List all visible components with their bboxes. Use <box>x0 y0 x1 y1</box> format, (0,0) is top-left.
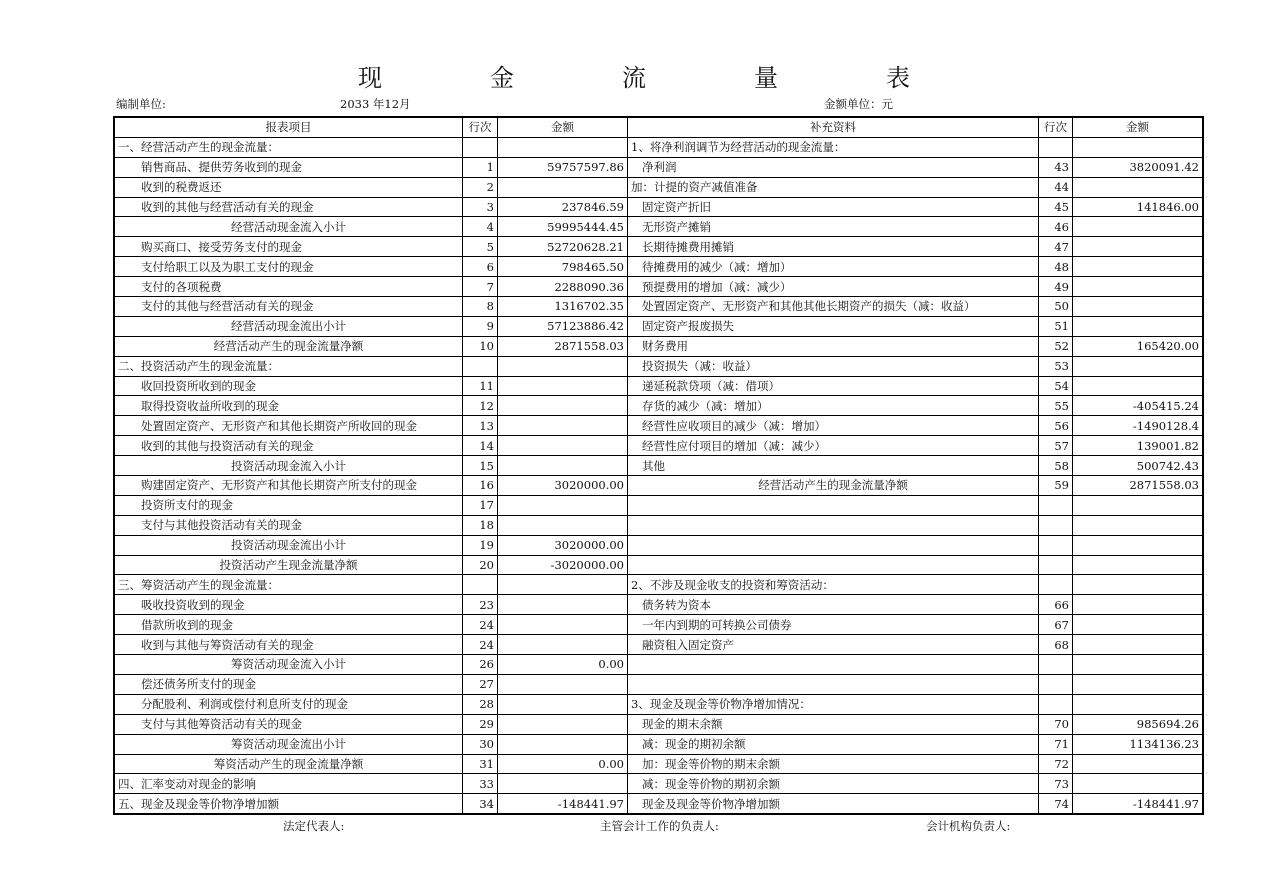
table-row <box>114 754 1203 774</box>
amount-cell: -148441.97 <box>498 794 628 814</box>
supplement-cell: 债务转为资本 <box>628 595 1039 615</box>
line-no-cell: 7 <box>463 277 498 297</box>
supplement-amount-cell <box>1073 655 1204 675</box>
amount-cell: 237846.59 <box>498 197 628 217</box>
supplement-amount-cell <box>1073 297 1204 317</box>
supplement-line-no-cell: 59 <box>1039 476 1073 496</box>
supplement-cell: 预提费用的增加（减：减少） <box>628 277 1039 297</box>
supplement-amount-cell <box>1073 217 1204 237</box>
header-line-no-2: 行次 <box>1039 117 1073 137</box>
item-cell: 收回投资所收到的现金 <box>114 376 463 396</box>
currency-unit-label: 金额单位：元 <box>824 97 893 111</box>
item-cell: 三、筹资活动产生的现金流量： <box>114 575 463 595</box>
table-row <box>114 575 1203 595</box>
line-no-cell: 2 <box>463 177 498 197</box>
supplement-line-no-cell: 53 <box>1039 356 1073 376</box>
amount-cell <box>498 416 628 436</box>
item-cell: 处置固定资产、无形资产和其他长期资产所收回的现金 <box>114 416 463 436</box>
table-row <box>114 655 1203 675</box>
line-no-cell: 15 <box>463 456 498 476</box>
supplement-cell: 融资租入固定资产 <box>628 635 1039 655</box>
table-row <box>114 177 1203 197</box>
supplement-cell: 处置固定资产、无形资产和其他其他长期资产的损失（减：收益） <box>628 297 1039 317</box>
line-no-cell: 31 <box>463 754 498 774</box>
supplement-amount-cell <box>1073 137 1204 157</box>
supplement-cell: 固定资产报废损失 <box>628 316 1039 336</box>
supplement-line-no-cell: 72 <box>1039 754 1073 774</box>
document-title: 现 金 流 量 表 <box>358 64 952 92</box>
supplement-cell: 经营性应收项目的减少（减：增加） <box>628 416 1039 436</box>
table-row <box>114 674 1203 694</box>
supplement-amount-cell: -1490128.4 <box>1073 416 1204 436</box>
supplement-line-no-cell <box>1039 655 1073 675</box>
item-cell: 取得投资收益所收到的现金 <box>114 396 463 416</box>
supplement-line-no-cell: 43 <box>1039 157 1073 177</box>
supplement-line-no-cell <box>1039 694 1073 714</box>
prepared-by-label: 编制单位: <box>116 97 166 111</box>
amount-cell <box>498 356 628 376</box>
item-cell: 收到与其他与筹资活动有关的现金 <box>114 635 463 655</box>
table-row <box>114 615 1203 635</box>
amount-cell: 0.00 <box>498 655 628 675</box>
table-row <box>114 257 1203 277</box>
amount-cell: 1316702.35 <box>498 297 628 317</box>
item-cell: 筹资活动现金流入小计 <box>114 655 463 675</box>
line-no-cell: 3 <box>463 197 498 217</box>
supplement-cell <box>628 515 1039 535</box>
supplement-line-no-cell <box>1039 674 1073 694</box>
accounting-head-label: 主管会计工作的负责人: <box>600 819 719 833</box>
header-line-no: 行次 <box>463 117 498 137</box>
header-item: 报表项目 <box>114 117 463 137</box>
line-no-cell: 33 <box>463 774 498 794</box>
supplement-cell: 长期待摊费用摊销 <box>628 237 1039 257</box>
line-no-cell: 6 <box>463 257 498 277</box>
table-row <box>114 794 1203 814</box>
supplement-amount-cell <box>1073 515 1204 535</box>
supplement-amount-cell <box>1073 376 1204 396</box>
amount-cell <box>498 396 628 416</box>
item-cell: 吸收投资收到的现金 <box>114 595 463 615</box>
item-cell: 收到的其他与投资活动有关的现金 <box>114 436 463 456</box>
supplement-line-no-cell: 74 <box>1039 794 1073 814</box>
amount-cell <box>498 575 628 595</box>
amount-cell <box>498 615 628 635</box>
table-row <box>114 316 1203 336</box>
header-row <box>114 117 1203 137</box>
amount-cell <box>498 694 628 714</box>
table-row <box>114 436 1203 456</box>
amount-cell <box>498 595 628 615</box>
supplement-line-no-cell: 70 <box>1039 714 1073 734</box>
amount-cell: -3020000.00 <box>498 555 628 575</box>
item-cell: 四、汇率变动对现金的影响 <box>114 774 463 794</box>
supplement-line-no-cell: 67 <box>1039 615 1073 635</box>
supplement-cell <box>628 495 1039 515</box>
table-row <box>114 157 1203 177</box>
supplement-amount-cell: 2871558.03 <box>1073 476 1204 496</box>
line-no-cell: 23 <box>463 595 498 615</box>
item-cell: 支付与其他筹资活动有关的现金 <box>114 714 463 734</box>
table-row <box>114 734 1203 754</box>
supplement-line-no-cell: 57 <box>1039 436 1073 456</box>
line-no-cell: 13 <box>463 416 498 436</box>
supplement-cell: 投资损失（减：收益） <box>628 356 1039 376</box>
header-amount-2: 金额 <box>1073 117 1204 137</box>
line-no-cell: 11 <box>463 376 498 396</box>
item-cell: 借款所收到的现金 <box>114 615 463 635</box>
line-no-cell: 5 <box>463 237 498 257</box>
supplement-cell <box>628 655 1039 675</box>
amount-cell: 3020000.00 <box>498 476 628 496</box>
table-row <box>114 237 1203 257</box>
item-cell: 五、现金及现金等价物净增加额 <box>114 794 463 814</box>
supplement-cell: 递延税款贷项（减：借项） <box>628 376 1039 396</box>
table-row <box>114 495 1203 515</box>
supplement-line-no-cell: 56 <box>1039 416 1073 436</box>
line-no-cell: 19 <box>463 535 498 555</box>
amount-cell <box>498 774 628 794</box>
item-cell: 收到的其他与经营活动有关的现金 <box>114 197 463 217</box>
supplement-cell <box>628 674 1039 694</box>
supplement-cell: 净利润 <box>628 157 1039 177</box>
supplement-cell: 其他 <box>628 456 1039 476</box>
supplement-amount-cell: 139001.82 <box>1073 436 1204 456</box>
table-row <box>114 376 1203 396</box>
supplement-line-no-cell: 46 <box>1039 217 1073 237</box>
supplement-amount-cell <box>1073 635 1204 655</box>
amount-cell <box>498 137 628 157</box>
table-row <box>114 396 1203 416</box>
item-cell: 偿还债务所支付的现金 <box>114 674 463 694</box>
amount-cell <box>498 674 628 694</box>
item-cell: 销售商品、提供劳务收到的现金 <box>114 157 463 177</box>
amount-cell: 3020000.00 <box>498 535 628 555</box>
line-no-cell <box>463 575 498 595</box>
supplement-amount-cell <box>1073 555 1204 575</box>
amount-cell <box>498 376 628 396</box>
item-cell: 经营活动现金流入小计 <box>114 217 463 237</box>
amount-cell <box>498 495 628 515</box>
supplement-cell: 减：现金的期初余额 <box>628 734 1039 754</box>
cash-flow-table <box>113 116 1204 815</box>
line-no-cell: 27 <box>463 674 498 694</box>
supplement-amount-cell <box>1073 615 1204 635</box>
legal-representative-label: 法定代表人: <box>283 819 345 833</box>
amount-cell: 59995444.45 <box>498 217 628 237</box>
item-cell: 二、投资活动产生的现金流量： <box>114 356 463 376</box>
supplement-line-no-cell: 49 <box>1039 277 1073 297</box>
supplement-amount-cell <box>1073 177 1204 197</box>
report-period: 2033 年12月 <box>340 97 411 111</box>
item-cell: 支付的各项税费 <box>114 277 463 297</box>
table-row <box>114 277 1203 297</box>
supplement-amount-cell <box>1073 356 1204 376</box>
line-no-cell: 9 <box>463 316 498 336</box>
line-no-cell <box>463 137 498 157</box>
table-row <box>114 297 1203 317</box>
supplement-cell: 存货的减少（减：增加） <box>628 396 1039 416</box>
supplement-line-no-cell <box>1039 515 1073 535</box>
line-no-cell: 8 <box>463 297 498 317</box>
supplement-cell: 减：现金等价物的期初余额 <box>628 774 1039 794</box>
supplement-amount-cell <box>1073 694 1204 714</box>
accounting-org-head-label: 会计机构负责人: <box>926 819 1011 833</box>
item-cell: 一、经营活动产生的现金流量： <box>114 137 463 157</box>
table-row <box>114 555 1203 575</box>
amount-cell <box>498 635 628 655</box>
supplement-amount-cell <box>1073 316 1204 336</box>
supplement-cell: 固定资产折旧 <box>628 197 1039 217</box>
amount-cell: 52720628.21 <box>498 237 628 257</box>
supplement-cell: 加：现金等价物的期末余额 <box>628 754 1039 774</box>
supplement-line-no-cell: 44 <box>1039 177 1073 197</box>
line-no-cell: 28 <box>463 694 498 714</box>
table-row <box>114 217 1203 237</box>
supplement-amount-cell: -148441.97 <box>1073 794 1204 814</box>
amount-cell: 59757597.86 <box>498 157 628 177</box>
supplement-cell: 1、将净利润调节为经营活动的现金流量： <box>628 137 1039 157</box>
supplement-amount-cell <box>1073 257 1204 277</box>
item-cell: 投资活动现金流出小计 <box>114 535 463 555</box>
line-no-cell <box>463 356 498 376</box>
item-cell: 投资活动产生现金流量净额 <box>114 555 463 575</box>
supplement-line-no-cell: 48 <box>1039 257 1073 277</box>
supplement-line-no-cell: 55 <box>1039 396 1073 416</box>
line-no-cell: 14 <box>463 436 498 456</box>
line-no-cell: 17 <box>463 495 498 515</box>
amount-cell <box>498 734 628 754</box>
supplement-amount-cell: 165420.00 <box>1073 336 1204 356</box>
item-cell: 筹资活动现金流出小计 <box>114 734 463 754</box>
line-no-cell: 4 <box>463 217 498 237</box>
header-amount: 金额 <box>498 117 628 137</box>
supplement-line-no-cell: 45 <box>1039 197 1073 217</box>
supplement-cell: 待摊费用的减少（减：增加） <box>628 257 1039 277</box>
item-cell: 分配股利、利润或偿付利息所支付的现金 <box>114 694 463 714</box>
supplement-line-no-cell: 73 <box>1039 774 1073 794</box>
supplement-cell: 现金的期末余额 <box>628 714 1039 734</box>
supplement-amount-cell <box>1073 575 1204 595</box>
item-cell: 购建固定资产、无形资产和其他长期资产所支付的现金 <box>114 476 463 496</box>
line-no-cell: 30 <box>463 734 498 754</box>
amount-cell <box>498 714 628 734</box>
table-row <box>114 595 1203 615</box>
supplement-amount-cell: 141846.00 <box>1073 197 1204 217</box>
supplement-amount-cell <box>1073 535 1204 555</box>
table-row <box>114 694 1203 714</box>
item-cell: 支付的其他与经营活动有关的现金 <box>114 297 463 317</box>
table-row <box>114 336 1203 356</box>
supplement-line-no-cell <box>1039 555 1073 575</box>
line-no-cell: 29 <box>463 714 498 734</box>
table-row <box>114 515 1203 535</box>
line-no-cell: 26 <box>463 655 498 675</box>
supplement-cell: 财务费用 <box>628 336 1039 356</box>
supplement-cell <box>628 535 1039 555</box>
item-cell: 经营活动现金流出小计 <box>114 316 463 336</box>
supplement-cell <box>628 555 1039 575</box>
supplement-cell: 一年内到期的可转换公司债券 <box>628 615 1039 635</box>
table-row <box>114 774 1203 794</box>
supplement-amount-cell <box>1073 277 1204 297</box>
header-supplement: 补充资料 <box>628 117 1039 137</box>
item-cell: 投资所支付的现金 <box>114 495 463 515</box>
table-body <box>114 137 1203 814</box>
supplement-cell: 现金及现金等价物净增加额 <box>628 794 1039 814</box>
table-row <box>114 197 1203 217</box>
supplement-cell: 加：计提的资产减值准备 <box>628 177 1039 197</box>
item-cell: 经营活动产生的现金流量净额 <box>114 336 463 356</box>
table-row <box>114 476 1203 496</box>
amount-cell: 2288090.36 <box>498 277 628 297</box>
supplement-amount-cell <box>1073 595 1204 615</box>
line-no-cell: 34 <box>463 794 498 814</box>
supplement-amount-cell: 3820091.42 <box>1073 157 1204 177</box>
supplement-amount-cell <box>1073 495 1204 515</box>
table-row <box>114 416 1203 436</box>
table-row <box>114 137 1203 157</box>
supplement-line-no-cell: 58 <box>1039 456 1073 476</box>
supplement-amount-cell: 1134136.23 <box>1073 734 1204 754</box>
supplement-line-no-cell: 66 <box>1039 595 1073 615</box>
line-no-cell: 12 <box>463 396 498 416</box>
supplement-amount-cell: 500742.43 <box>1073 456 1204 476</box>
amount-cell <box>498 436 628 456</box>
supplement-line-no-cell: 68 <box>1039 635 1073 655</box>
supplement-amount-cell <box>1073 674 1204 694</box>
supplement-line-no-cell: 51 <box>1039 316 1073 336</box>
supplement-amount-cell: -405415.24 <box>1073 396 1204 416</box>
supplement-amount-cell <box>1073 237 1204 257</box>
supplement-line-no-cell: 47 <box>1039 237 1073 257</box>
line-no-cell: 1 <box>463 157 498 177</box>
supplement-line-no-cell: 71 <box>1039 734 1073 754</box>
line-no-cell: 20 <box>463 555 498 575</box>
item-cell: 收到的税费返还 <box>114 177 463 197</box>
line-no-cell: 16 <box>463 476 498 496</box>
table-row <box>114 535 1203 555</box>
supplement-line-no-cell <box>1039 495 1073 515</box>
supplement-amount-cell: 985694.26 <box>1073 714 1204 734</box>
item-cell: 筹资活动产生的现金流量净额 <box>114 754 463 774</box>
supplement-line-no-cell <box>1039 575 1073 595</box>
amount-cell <box>498 456 628 476</box>
supplement-cell: 经营性应付项目的增加（减：减少） <box>628 436 1039 456</box>
item-cell: 购买商口、接受劳务支付的现金 <box>114 237 463 257</box>
line-no-cell: 18 <box>463 515 498 535</box>
item-cell: 投资活动现金流入小计 <box>114 456 463 476</box>
supplement-cell: 3、现金及现金等价物净增加情况： <box>628 694 1039 714</box>
item-cell: 支付给职工以及为职工支付的现金 <box>114 257 463 277</box>
amount-cell: 2871558.03 <box>498 336 628 356</box>
supplement-line-no-cell <box>1039 535 1073 555</box>
supplement-cell: 2、不涉及现金收支的投资和筹资活动： <box>628 575 1039 595</box>
table-row <box>114 714 1203 734</box>
line-no-cell: 10 <box>463 336 498 356</box>
amount-cell <box>498 515 628 535</box>
amount-cell: 0.00 <box>498 754 628 774</box>
item-cell: 支付与其他投资活动有关的现金 <box>114 515 463 535</box>
supplement-line-no-cell: 50 <box>1039 297 1073 317</box>
supplement-line-no-cell: 54 <box>1039 376 1073 396</box>
table-row <box>114 356 1203 376</box>
supplement-amount-cell <box>1073 774 1204 794</box>
table-row <box>114 635 1203 655</box>
supplement-cell: 无形资产摊销 <box>628 217 1039 237</box>
supplement-amount-cell <box>1073 754 1204 774</box>
supplement-cell: 经营活动产生的现金流量净额 <box>628 476 1039 496</box>
table-row <box>114 456 1203 476</box>
amount-cell <box>498 177 628 197</box>
line-no-cell: 24 <box>463 615 498 635</box>
supplement-line-no-cell <box>1039 137 1073 157</box>
supplement-line-no-cell: 52 <box>1039 336 1073 356</box>
line-no-cell: 24 <box>463 635 498 655</box>
amount-cell: 57123886.42 <box>498 316 628 336</box>
amount-cell: 798465.50 <box>498 257 628 277</box>
